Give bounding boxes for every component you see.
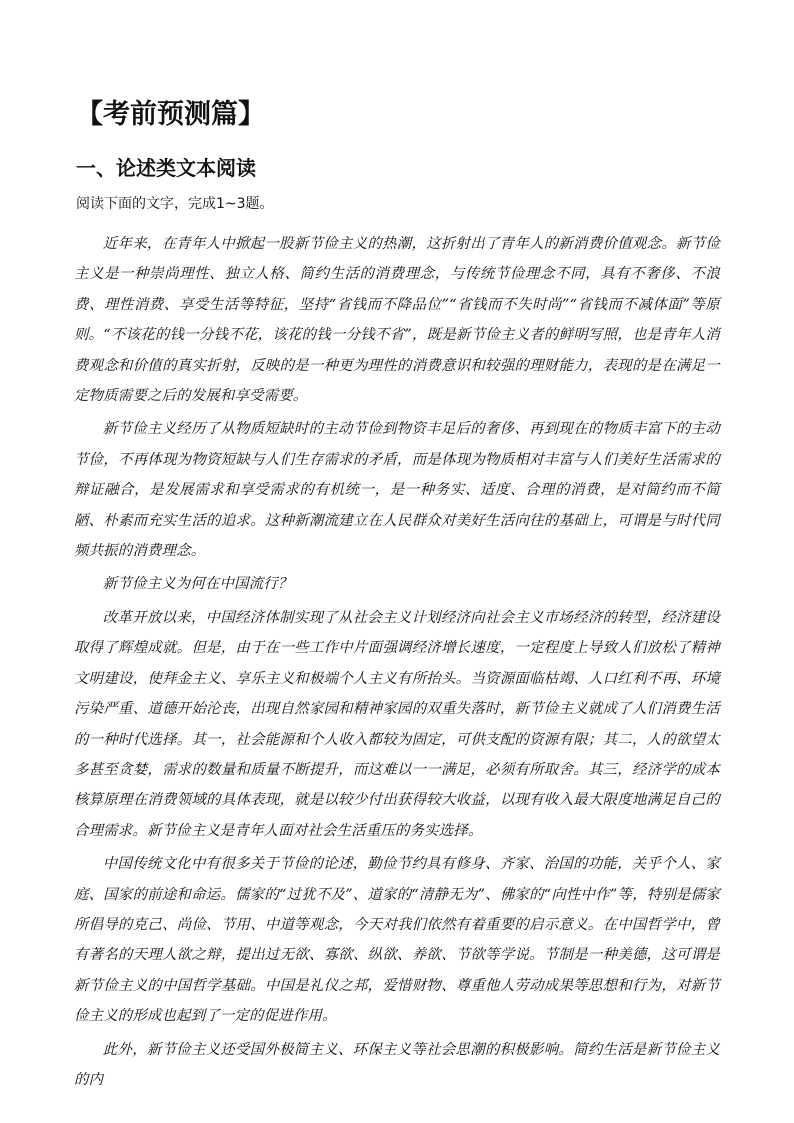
paragraph: 改革开放以来，中国经济体制实现了从社会主义计划经济向社会主义市场经济的转型，经济建设取得了辉煌成就。但是，由于在一些工作中片面强调经济增长速度，一定程度上导致人们放松了精神文明建设，使拜金主义、享乐主义和极端个人主义有所抬头。当资源面临枯竭、人口红利不再、环境污染严重、道德开始沦丧，出现自然家园和精神家园的双重失落时，新节俭主义就成了人们消费生活的一种时代选择。其一，社会能源和个人收入都较为固定，可供支配的资源有限；其二，人的欲望太多甚至贪婪，需求的数量和质量不断提升，而这难以一一满足，必须有所取舍。其三，经济学的成本核算原理在消费领域的具体表现，就是以较少付出获得较大收益，以现有收入最大限度地满足自己的合理需求。新节俭主义是青年人面对社会生活重压的务实选择。: [74, 609, 720, 839]
paragraph: 中国传统文化中有很多关于节俭的论述，勤俭节约具有修身、齐家、治国的功能，关乎个人、家庭、国家的前途和命运。儒家的“过犹不及”、道家的“清静无为”、佛家的“向性中作”等，特别是儒家所倡导的克己、尚俭、节用、中道等观念，今天对我们依然有着重要的启示意义。在中国哲学中，曾有著名的天理人欲之辩，提出过无欲、寡欲、纵欲、养欲、节欲等学说。节制是一种美德，这可谓是新节俭主义的中国哲学基础。中国是礼仪之邦，爱惜财物、尊重他人劳动成果等思想和行为，对新节俭主义的形成也起到了一定的促进作用。: [74, 856, 720, 1025]
paragraph: 新节俭主义为何在中国流行？: [102, 576, 293, 593]
article-body: [74, 229, 720, 1098]
paragraph: 新节俭主义经历了从物质短缺时的主动节俭到物资丰足后的奢侈、再到现在的物质丰富下的主动节俭，不再体现为物资短缺与人们生存需求的矛盾，而是体现为物质相对丰富与人们美好生活需求的辩证融合，是发展需求和享受需求的有机统一，是一种务实、适度、合理的消费，是对简约而不简陋、朴素而充实生活的追求。这种新潮流建立在人民群众对美好生活向往的基础上，可谓是与时代同频共振的消费理念。: [74, 421, 720, 560]
page-title: 【考前预测篇】: [76, 99, 265, 130]
reading-instruction: 阅读下面的文字，完成1~3题。: [76, 196, 274, 212]
document-page: [74, 0, 720, 1123]
paragraph: 此外，新节俭主义还受国外极简主义、环保主义等社会思潮的积极影响。简约生活是新节俭主义的内: [74, 1041, 720, 1088]
paragraph: 近年来，在青年人中掀起一股新节俭主义的热潮，这折射出了青年人的新消费价值观念。新节俭主义是一种崇尚理性、独立人格、简约生活的消费理念，与传统节俭理念不同，具有不奢侈、不浪费、理性消费、享受生活等特征，坚持“省钱而不降品位”“省钱而不失时尚”“省钱而不减体面”等原则。“不该花的钱一分钱不花，该花的钱一分钱不省”，既是新节俭主义者的鲜明写照，也是青年人消费观念和价值的真实折射，反映的是一种更为理性的消费意识和较强的理财能力，表现的是在满足一定物质需要之后的发展和享受需要。: [74, 236, 720, 405]
section-heading: 一、论述类文本阅读: [76, 156, 256, 180]
